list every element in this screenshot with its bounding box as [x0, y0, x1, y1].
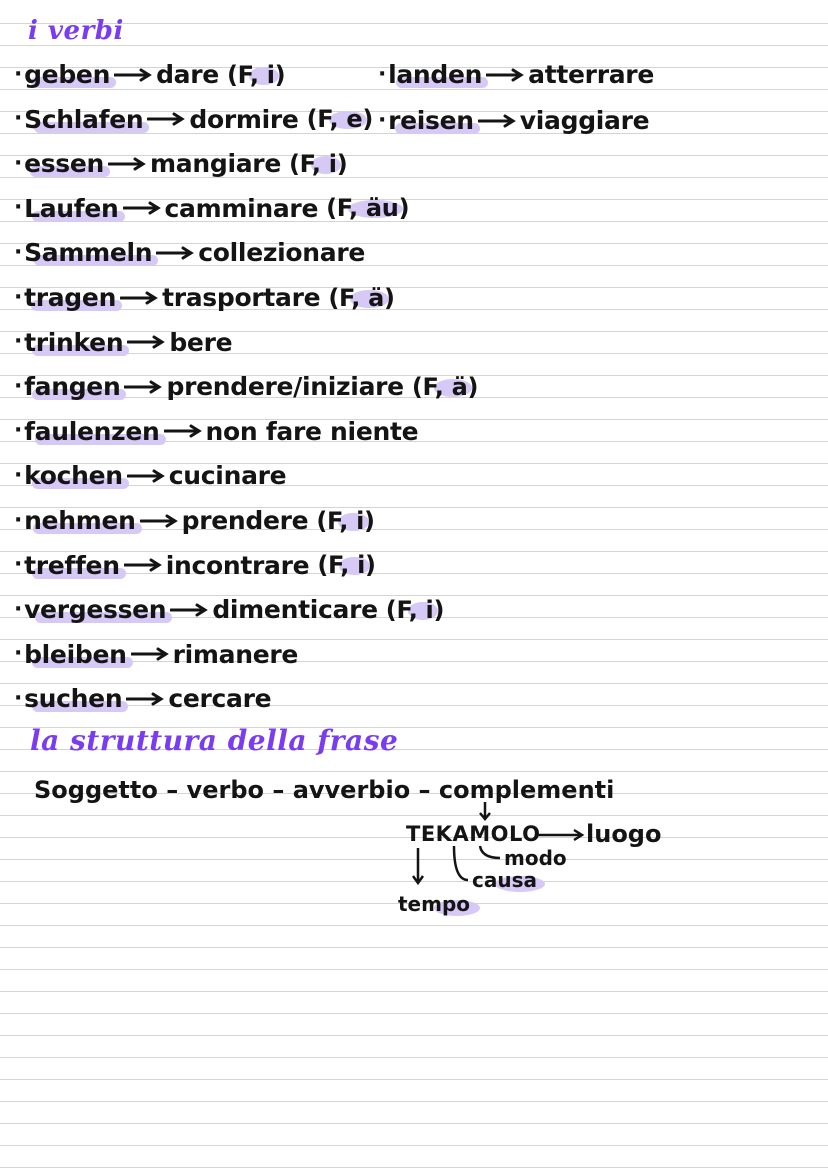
- arrow-right-icon: [486, 68, 524, 82]
- german-verb: Laufen: [24, 193, 119, 223]
- tekamolo-label: TEKAMOLO: [406, 822, 541, 846]
- bullet-icon: ·: [14, 462, 23, 488]
- verb-entry: [14, 461, 287, 491]
- conjugation-note: (F, äu): [326, 194, 410, 223]
- bullet-icon: ·: [14, 507, 23, 533]
- verb-entry: [14, 238, 366, 268]
- sentence-structure-text: Soggetto – verbo – avverbio – complementi: [34, 776, 615, 804]
- arrow-right-icon: [124, 558, 162, 572]
- german-verb: trinken: [24, 327, 124, 357]
- german-verb: essen: [24, 149, 105, 179]
- bullet-icon: ·: [14, 552, 23, 578]
- italian-translation: dormire: [189, 104, 299, 134]
- conjugation-note: (F, ä): [328, 283, 395, 312]
- curved-arrow-icon: [480, 846, 500, 858]
- verb-entry: [14, 149, 348, 179]
- bullet-icon: ·: [14, 61, 23, 87]
- german-verb: tragen: [24, 283, 117, 312]
- arrow-right-icon: [156, 246, 194, 260]
- sentence-structure-heading: la struttura della frase: [30, 724, 399, 757]
- arrow-right-icon: [127, 335, 165, 349]
- luogo-label: luogo: [586, 820, 662, 848]
- bullet-icon: ·: [14, 373, 23, 399]
- arrow-right-icon: [131, 647, 169, 661]
- conjugation-note: (F, e): [306, 105, 374, 134]
- verb-entry: [14, 285, 395, 310]
- conjugation-note: (F, i): [385, 595, 445, 624]
- italian-translation: atterrare: [528, 60, 654, 89]
- verb-entry: [14, 639, 299, 669]
- italian-translation: cercare: [168, 684, 272, 714]
- bullet-icon: ·: [14, 106, 23, 132]
- italian-translation: dare: [156, 60, 219, 89]
- down-arrow-icon: [480, 802, 490, 819]
- german-verb: suchen: [24, 684, 123, 714]
- verb-entry: [14, 595, 445, 625]
- verb-entry: [378, 108, 649, 133]
- bullet-icon: ·: [14, 239, 23, 265]
- german-verb: nehmen: [24, 506, 136, 535]
- italian-translation: viaggiare: [519, 106, 650, 135]
- italian-translation: bere: [169, 327, 233, 357]
- italian-translation: non fare niente: [205, 416, 419, 446]
- italian-translation: prendere/iniziare: [166, 372, 404, 402]
- arrow-right-icon: [170, 603, 208, 617]
- conjugation-note: (F, i): [316, 506, 375, 535]
- bullet-icon: ·: [378, 61, 387, 87]
- italian-translation: dimenticare: [212, 595, 378, 625]
- italian-translation: incontrare: [165, 550, 310, 580]
- causa-label: causa: [472, 868, 537, 892]
- bullet-icon: ·: [14, 195, 23, 221]
- italian-translation: mangiare: [150, 149, 281, 179]
- verb-entry: [14, 508, 375, 533]
- arrow-right-icon: [126, 692, 164, 706]
- verb-entry: [14, 372, 479, 402]
- arrow-right-icon: [127, 469, 165, 483]
- verb-entry: [14, 327, 233, 357]
- tempo-label: tempo: [398, 892, 471, 916]
- arrow-right-icon: [538, 830, 582, 840]
- arrow-right-icon: [147, 112, 185, 126]
- italian-translation: cucinare: [168, 461, 287, 491]
- german-verb: Schlafen: [24, 104, 144, 134]
- arrow-right-icon: [120, 291, 158, 305]
- arrow-right-icon: [140, 514, 178, 528]
- italian-translation: rimanere: [172, 639, 299, 669]
- arrow-right-icon: [108, 157, 146, 171]
- verb-entry: [14, 193, 410, 223]
- arrow-right-icon: [478, 114, 516, 128]
- german-verb: kochen: [24, 461, 123, 491]
- bullet-icon: ·: [14, 641, 23, 667]
- verb-entry: [14, 684, 272, 714]
- bullet-icon: ·: [14, 596, 23, 622]
- conjugation-note: (F, i): [288, 149, 348, 178]
- arrow-right-icon: [123, 201, 161, 215]
- german-verb: faulenzen: [24, 416, 160, 446]
- verb-entry: [14, 62, 285, 87]
- german-verb: landen: [388, 60, 483, 89]
- german-verb: geben: [24, 60, 111, 89]
- verb-entry: [14, 104, 374, 134]
- bullet-icon: ·: [14, 418, 23, 444]
- conjugation-note: (F, ä): [411, 372, 479, 401]
- conjugation-note: (F, i): [226, 60, 286, 89]
- bullet-icon: ·: [14, 685, 23, 711]
- bullet-icon: ·: [14, 329, 23, 355]
- down-arrow-icon: [413, 848, 423, 883]
- verb-entry: [14, 550, 376, 580]
- bullet-icon: ·: [14, 284, 23, 310]
- german-verb: treffen: [24, 550, 120, 580]
- italian-translation: camminare: [164, 193, 319, 223]
- tekamolo-diagram: [380, 800, 700, 930]
- arrow-right-icon: [124, 380, 162, 394]
- curved-arrow-icon: [454, 846, 468, 880]
- german-verb: reisen: [388, 106, 474, 135]
- italian-translation: collezionare: [198, 238, 366, 268]
- italian-translation: prendere: [181, 506, 309, 535]
- arrow-right-icon: [164, 424, 202, 438]
- verb-entry: [378, 62, 654, 87]
- german-verb: bleiben: [24, 639, 127, 669]
- conjugation-note: (F, i): [317, 551, 376, 580]
- modo-label: modo: [504, 846, 567, 870]
- bullet-icon: ·: [378, 107, 387, 133]
- german-verb: vergessen: [24, 595, 167, 625]
- italian-translation: trasportare: [162, 283, 321, 312]
- verbs-heading: i verbi: [28, 16, 124, 46]
- german-verb: Sammeln: [24, 238, 153, 268]
- verb-entry: [14, 416, 419, 446]
- bullet-icon: ·: [14, 150, 23, 176]
- german-verb: fangen: [24, 372, 121, 402]
- arrow-right-icon: [114, 68, 152, 82]
